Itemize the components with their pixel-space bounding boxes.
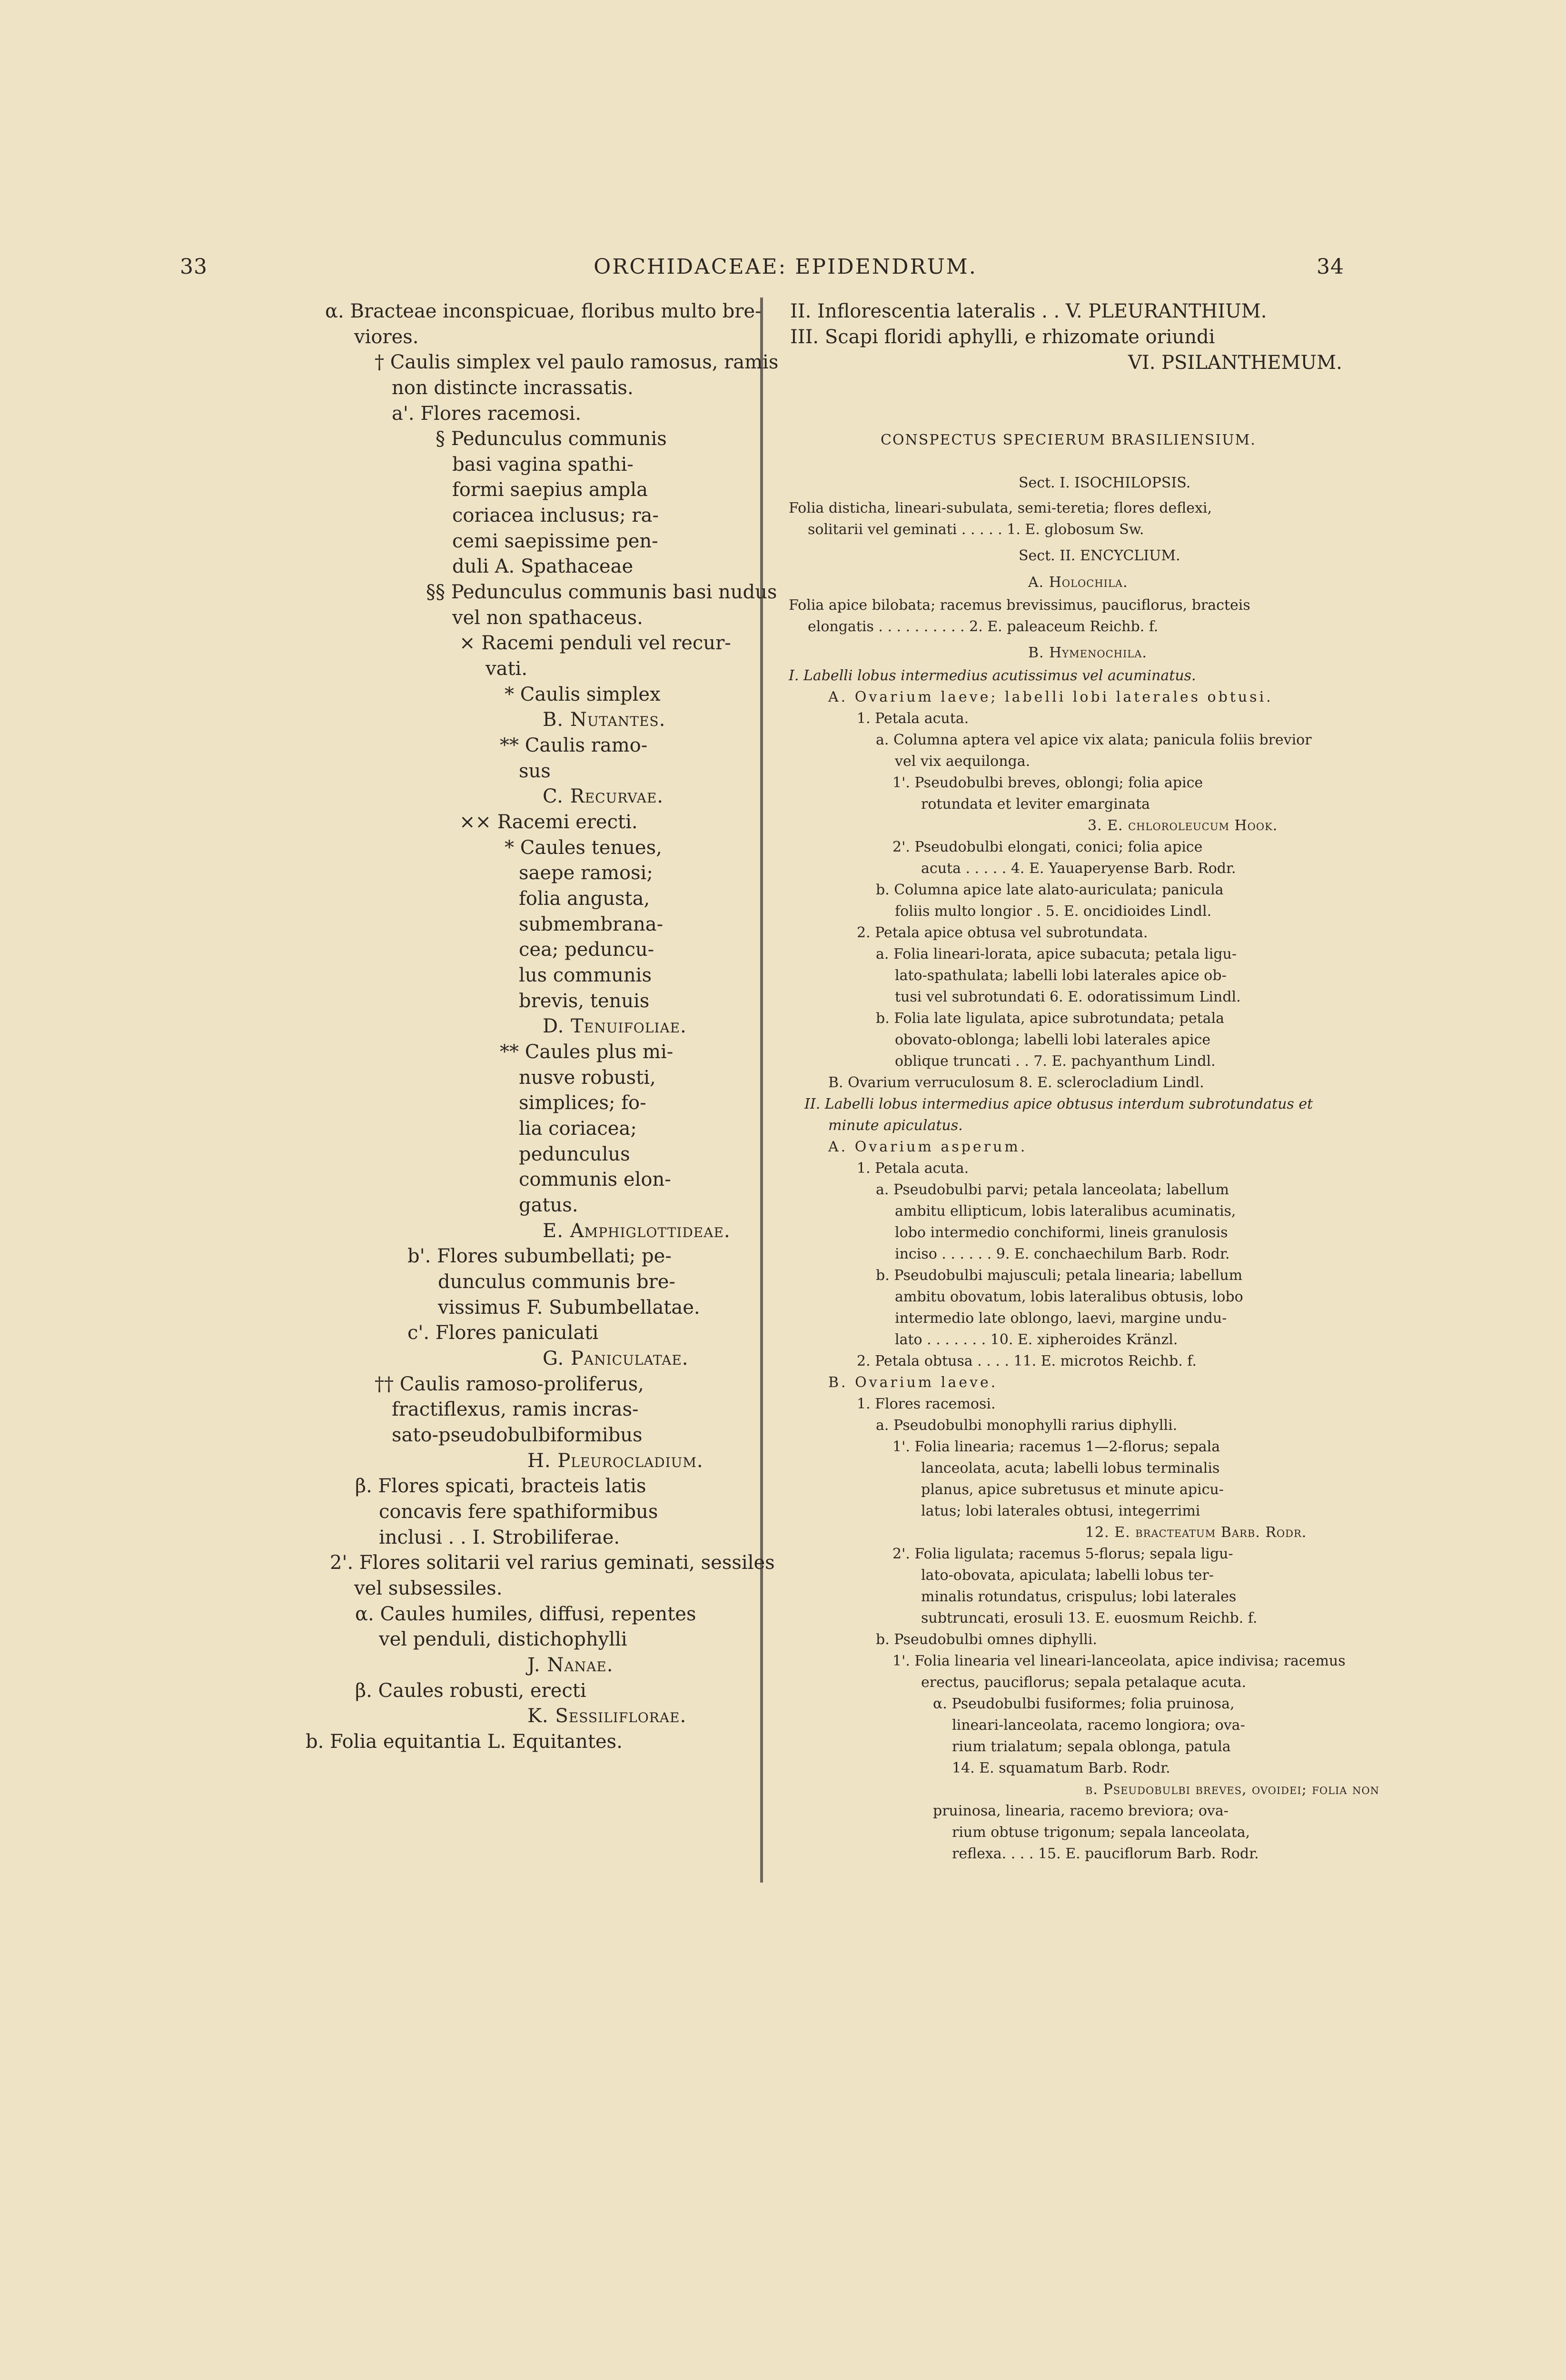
key-line: b. Columna apice late alato-auriculata; panicula [876, 882, 1224, 898]
key-line: b. Pseudobulbi omnes diphylli. [876, 1631, 1097, 1648]
key-line: reflexa. . . . 15. E. pauciflorum Barb. Rodr. [952, 1845, 1259, 1862]
key-line: ×× Racemi erecti. [459, 811, 638, 833]
key-line: vissimus F. Subumbellatae. [438, 1297, 700, 1319]
key-line: a. Columna aptera vel apice vix alata; panicula foliis brevior [876, 732, 1312, 748]
key-line: rium trialatum; sepala oblonga, patula [952, 1738, 1231, 1755]
key-line: Folia disticha, lineari-subulata, semi-teretia; flores deflexi, [789, 500, 1212, 516]
key-line: B. Nutantes. [543, 709, 666, 731]
key-line: * Caulis simplex [505, 684, 661, 705]
key-line: * Caules tenues, [505, 837, 662, 859]
key-line: folia angusta, [519, 888, 650, 910]
key-line: 1'. Folia linearia; racemus 1—2-florus; sepala [892, 1438, 1220, 1455]
key-line: acuta . . . . . 4. E. Yauaperyense Barb. Rodr. [921, 860, 1236, 877]
key-line: A. Ovarium asperum. [828, 1139, 1028, 1155]
key-line: non distincte incrassatis. [392, 377, 634, 399]
key-line: B. Ovarium laeve. [828, 1374, 998, 1391]
key-line: 2'. Pseudobulbi elongati, conici; folia apice [892, 839, 1203, 855]
key-line: †† Caulis ramoso-proliferus, [375, 1373, 644, 1395]
key-line: nusve robusti, [519, 1067, 656, 1089]
key-line: 2. Petala obtusa . . . . 11. E. microtos Reichb. f. [857, 1353, 1197, 1369]
key-line: b. Pseudobulbi majusculi; petala linearia; labellum [876, 1267, 1243, 1284]
key-line: latus; lobi laterales obtusi, integerrimi [921, 1503, 1200, 1519]
key-line: cea; peduncu- [519, 939, 654, 961]
key-line: cemi saepissime pen- [452, 530, 658, 552]
key-line: 2. Petala apice obtusa vel subrotundata. [857, 924, 1148, 941]
key-line: ambitu ellipticum, lobis lateralibus acuminatis, [895, 1203, 1236, 1220]
key-line: foliis multo longior . 5. E. oncidioides Lindl. [895, 903, 1212, 920]
key-line: gatus. [519, 1194, 578, 1216]
left-page-number: 33 [180, 255, 208, 279]
key-line: b'. Flores subumbellati; pe- [407, 1245, 672, 1267]
key-line: tusi vel subrotundati 6. E. odoratissimum Lindl. [895, 989, 1241, 1005]
key-line: simplices; fo- [519, 1092, 646, 1114]
key-line: ambitu obovatum, lobis lateralibus obtusis, lobo [895, 1289, 1243, 1305]
column-divider [760, 298, 763, 1883]
key-line: lato . . . . . . . 10. E. xipheroides Kränzl. [895, 1331, 1178, 1348]
key-line: α. Caules humiles, diffusi, repentes [355, 1603, 696, 1625]
key-line: J. Nanae. [527, 1654, 614, 1676]
key-line: lobo intermedio conchiformi, lineis granulosis [895, 1224, 1228, 1241]
key-line: erectus, pauciflorus; sepala petalaque acuta. [921, 1674, 1247, 1691]
key-line: inciso . . . . . . 9. E. conchaechilum Barb. Rodr. [895, 1246, 1230, 1262]
key-line: lato-obovata, apiculata; labelli lobus ter- [921, 1567, 1214, 1584]
key-line: K. Sessiliflorae. [527, 1705, 687, 1727]
key-line: A. Ovarium laeve; labelli lobi laterales obtusi. [828, 689, 1273, 705]
key-line: brevis, tenuis [519, 990, 650, 1012]
key-line: b. Folia late ligulata, apice subrotundata; petala [876, 1010, 1225, 1027]
key-line: C. Recurvae. [543, 785, 664, 807]
key-line: vel penduli, distichophylli [379, 1628, 627, 1650]
key-line: § Pedunculus communis [436, 428, 667, 450]
key-line: dunculus communis bre- [438, 1271, 675, 1293]
key-line: lanceolata, acuta; labelli lobus terminalis [921, 1460, 1220, 1477]
key-line: obovato-oblonga; labelli lobi laterales apice [895, 1031, 1211, 1048]
key-line: 1. Flores racemosi. [857, 1396, 996, 1412]
key-line: solitarii vel geminati . . . . . 1. E. globosum Sw. [808, 521, 1144, 538]
key-line: formi saepius ampla [452, 479, 648, 501]
key-line: lia coriacea; [519, 1118, 637, 1140]
key-line: sato-pseudobulbiformibus [392, 1424, 643, 1446]
key-line: minute apiculatus. [828, 1117, 963, 1134]
key-line: pedunculus [519, 1143, 630, 1165]
key-line: pruinosa, linearia, racemo breviora; ova- [933, 1803, 1229, 1819]
key-line: minalis rotundatus, crispulus; lobi laterales [921, 1588, 1237, 1605]
key-line: vel vix aequilonga. [895, 753, 1031, 770]
key-line: rium obtuse trigonum; sepala lanceolata, [952, 1824, 1250, 1841]
key-line: 1. Petala acuta. [857, 710, 969, 727]
key-line: c'. Flores paniculati [407, 1322, 599, 1344]
key-line: 12. E. bracteatum Barb. Rodr. [1085, 1524, 1307, 1541]
key-line: subtruncati, erosuli 13. E. euosmum Reichb. f. [921, 1610, 1258, 1626]
key-line: lineari-lanceolata, racemo longiora; ova- [952, 1717, 1245, 1734]
key-line: vel non spathaceus. [452, 607, 643, 629]
key-line: vati. [486, 658, 528, 680]
key-line: communis elon- [519, 1169, 671, 1190]
key-line: 2'. Folia ligulata; racemus 5-florus; sepala ligu- [892, 1546, 1233, 1562]
key-line: × Racemi penduli vel recur- [459, 632, 731, 654]
right-page-number: 34 [1317, 255, 1344, 279]
key-line: I. Labelli lobus intermedius acutissimus vel acuminatus. [789, 667, 1196, 684]
key-line: fractiflexus, ramis incras- [392, 1398, 639, 1420]
key-line: a. Pseudobulbi monophylli rarius diphylli. [876, 1417, 1178, 1434]
key-line: lus communis [519, 964, 652, 986]
key-line: α. Pseudobulbi fusiformes; folia pruinosa, [933, 1696, 1235, 1712]
key-line: vel subsessiles. [354, 1577, 503, 1599]
key-line: concavis fere spathiformibus [379, 1501, 658, 1523]
section-heading: B. Hymenochila. [1028, 645, 1147, 661]
key-line: a. Folia lineari-lorata, apice subacuta; petala ligu- [876, 946, 1237, 962]
key-line: basi vagina spathi- [452, 454, 634, 476]
key-line: duli A. Spathaceae [452, 555, 634, 577]
key-line: 2'. Flores solitarii vel rarius geminati, sessiles [330, 1552, 775, 1574]
section-heading: Sect. II. ENCYCLIUM. [1019, 547, 1180, 564]
key-line: 1'. Pseudobulbi breves, oblongi; folia apice [892, 774, 1203, 791]
key-line: coriacea inclusus; ra- [452, 505, 659, 526]
key-line: 3. E. chloroleucum Hook. [1088, 817, 1278, 834]
key-line: lato-spathulata; labelli lobi laterales apice ob- [895, 967, 1227, 984]
key-line: viores. [354, 326, 419, 348]
key-line: intermedio late oblongo, laevi, margine undu- [895, 1310, 1227, 1327]
key-line: 1'. Folia linearia vel lineari-lanceolata, apice indivisa; racemus [892, 1653, 1346, 1669]
key-line: §§ Pedunculus communis basi nudus [426, 581, 777, 603]
key-line: saepe ramosi; [519, 862, 653, 884]
key-line: E. Amphiglottideae. [543, 1220, 731, 1242]
key-line: B. Ovarium verruculosum 8. E. sclerocladium Lindl. [828, 1074, 1204, 1091]
key-line: inclusi . . I. Strobiliferae. [379, 1527, 620, 1548]
key-line: VI. PSILANTHEMUM. [1128, 352, 1342, 374]
key-line: a. Pseudobulbi parvi; petala lanceolata; labellum [876, 1181, 1229, 1198]
running-title: ORCHIDACEAE: EPIDENDRUM. [594, 255, 977, 279]
key-line: H. Pleurocladium. [527, 1450, 704, 1472]
key-line: sus [519, 760, 551, 782]
key-line: b. Folia equitantia L. Equitantes. [306, 1731, 623, 1753]
key-line: 14. E. squamatum Barb. Rodr. [952, 1760, 1170, 1776]
key-line: G. Paniculatae. [543, 1348, 689, 1369]
key-line: β. Pseudobulbi breves, ovoidei; folia non [1085, 1781, 1379, 1798]
key-line: Folia apice bilobata; racemus brevissimus, pauciflorus, bracteis [789, 597, 1250, 614]
conspectus-heading: CONSPECTUS SPECIERUM BRASILIENSIUM. [881, 432, 1256, 448]
key-line: II. Labelli lobus intermedius apice obtusus interdum subrotundatus et [804, 1096, 1313, 1112]
key-line: elongatis . . . . . . . . . . 2. E. paleaceum Reichb. f. [808, 618, 1159, 635]
key-line: ** Caulis ramo- [500, 734, 648, 756]
section-heading: Sect. I. ISOCHILOPSIS. [1019, 475, 1191, 491]
key-line: oblique truncati . . 7. E. pachyanthum Lindl. [895, 1053, 1216, 1070]
key-line: β. Flores spicati, bracteis latis [355, 1475, 646, 1497]
key-line: α. Bracteae inconspicuae, floribus multo bre- [325, 300, 762, 322]
key-line: planus, apice subretusus et minute apicu- [921, 1481, 1224, 1498]
key-line: III. Scapi floridi aphylli, e rhizomate oriundi [790, 326, 1215, 348]
key-line: submembrana- [519, 913, 664, 935]
key-line: 1. Petala acuta. [857, 1160, 969, 1177]
section-heading: A. Holochila. [1028, 574, 1128, 591]
key-line: II. Inflorescentia lateralis . . V. PLEURANTHIUM. [790, 300, 1267, 322]
key-line: D. Tenuifoliae. [543, 1015, 687, 1037]
key-line: β. Caules robusti, erecti [355, 1680, 586, 1702]
key-line: † Caulis simplex vel paulo ramosus, ramis [375, 351, 779, 373]
key-line: rotundata et leviter emarginata [921, 796, 1150, 813]
key-line: ** Caules plus mi- [500, 1041, 674, 1063]
key-line: a'. Flores racemosi. [392, 403, 582, 425]
